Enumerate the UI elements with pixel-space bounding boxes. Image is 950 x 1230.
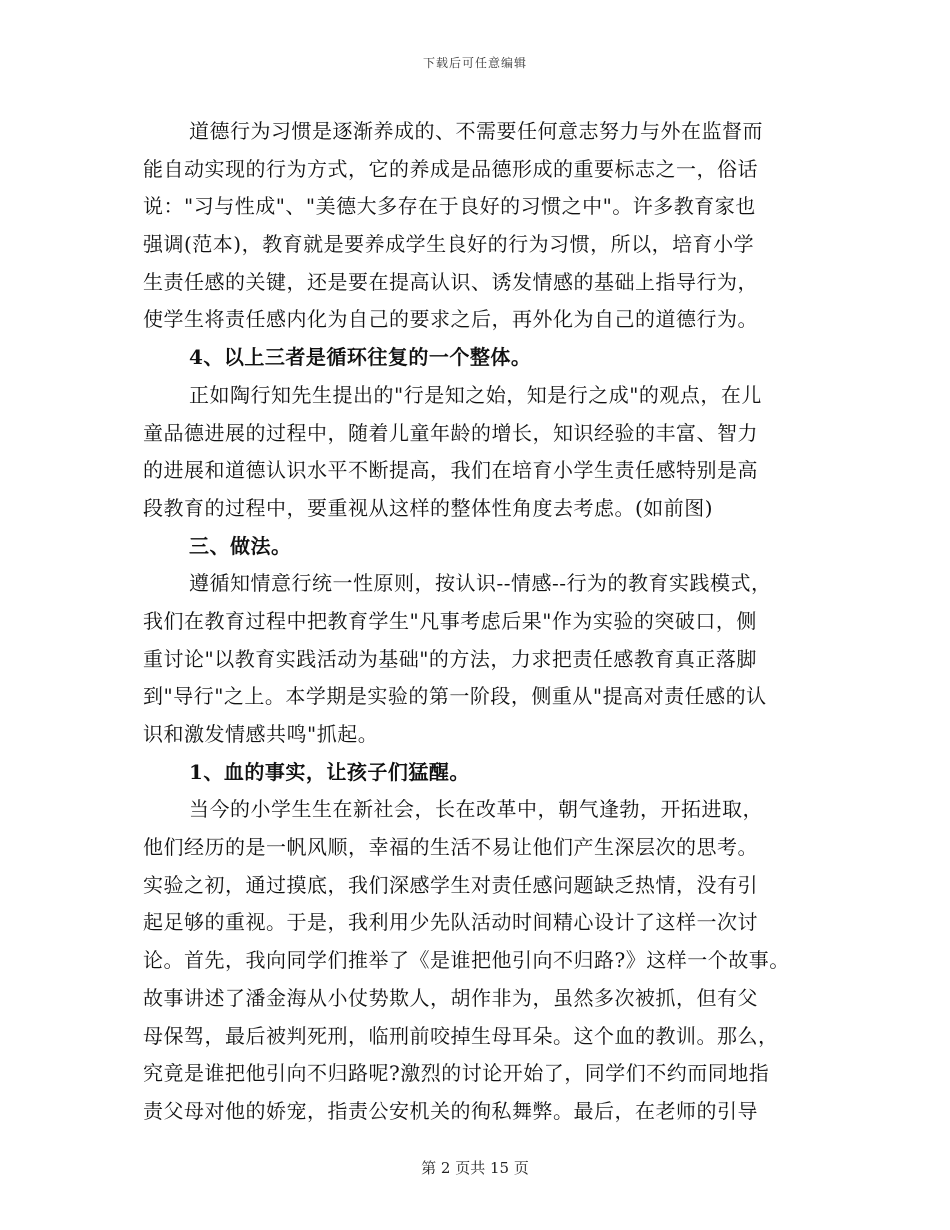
body-text-line: 强调(范本)，教育就是要养成学生良好的行为习惯，所以，培育小学 [143,232,755,257]
page-header: 下载后可任意编辑 [422,56,527,70]
body-text-line: 我们在教育过程中把教育学生"凡事考虑后果"作为实验的突破口，侧 [143,608,757,633]
body-text-line: 识和激发情感共鸣"抓起。 [143,722,379,746]
body-text-line: 到"导行"之上。本学期是实验的第一阶段，侧重从"提高对责任感的认 [143,684,767,709]
body-text-line: 责父母对他的娇宠，指责公安机关的徇私舞弊。最后，在老师的引导 [143,1098,758,1123]
body-text-line: 生责任感的关键，还是要在提高认识、诱发情感的基础上指导行为， [143,269,758,294]
body-text-line: 他们经历的是一帆风顺，幸福的生活不易让他们产生深层次的思考。 [143,835,758,860]
document-body [143,113,813,1131]
section-heading-line: 三、做法。 [189,533,292,558]
section-heading-line: 4、以上三者是循环往复的一个整体。 [189,345,532,370]
body-text-line: 重讨论"以教育实践活动为基础"的方法，力求把责任感教育真正落脚 [143,646,757,671]
body-text-line: 正如陶行知先生提出的"行是知之始，知是行之成"的观点，在儿 [189,382,762,407]
body-text-line: 能自动实现的行为方式，它的养成是品德形成的重要标志之一，俗话 [143,156,758,181]
section-heading-line: 1、血的事实，让孩子们猛醒。 [189,759,470,784]
body-text-line: 使学生将责任感内化为自己的要求之后，再外化为自己的道德行为。 [143,307,758,332]
body-text-line: 论。首先，我向同学们推举了《是谁把他引向不归路?》这样一个故事。 [143,948,790,973]
body-text-line: 实验之初，通过摸底，我们深感学生对责任感问题缺乏热情，没有引 [143,872,758,897]
body-text-line: 故事讲述了潘金海从小仗势欺人，胡作非为，虽然多次被抓，但有父 [143,985,758,1010]
body-text-line: 道德行为习惯是逐渐养成的、不需要任何意志努力与外在监督而 [189,119,763,143]
page-footer: 第 2 页共 15 页 [421,1159,529,1177]
body-text-line: 遵循知情意行统一性原则，按认识--情感--行为的教育实践模式， [189,571,772,596]
body-text-line: 究竟是谁把他引向不归路呢?激烈的讨论开始了，同学们不约而同地指 [143,1061,770,1086]
body-text-line: 起足够的重视。于是，我利用少先队活动时间精心设计了这样一次讨 [143,910,758,935]
body-text-line: 当今的小学生生在新社会，长在改革中，朝气逢勃，开拓进取， [189,797,763,822]
body-text-line: 母保驾，最后被判死刑，临刑前咬掉生母耳朵。这个血的教训。那么， [143,1023,779,1048]
body-text-line: 说："习与性成"、"美德大多存在于良好的习惯之中"。许多教育家也 [143,194,756,219]
body-text-line: 童品德进展的过程中，随着儿童年龄的增长，知识经验的丰富、智力 [143,420,758,445]
body-text-line: 的进展和道德认识水平不断提高，我们在培育小学生责任感特别是高 [143,458,758,483]
body-text-line: 段教育的过程中，要重视从这样的整体性角度去考虑。(如前图) [143,495,714,520]
